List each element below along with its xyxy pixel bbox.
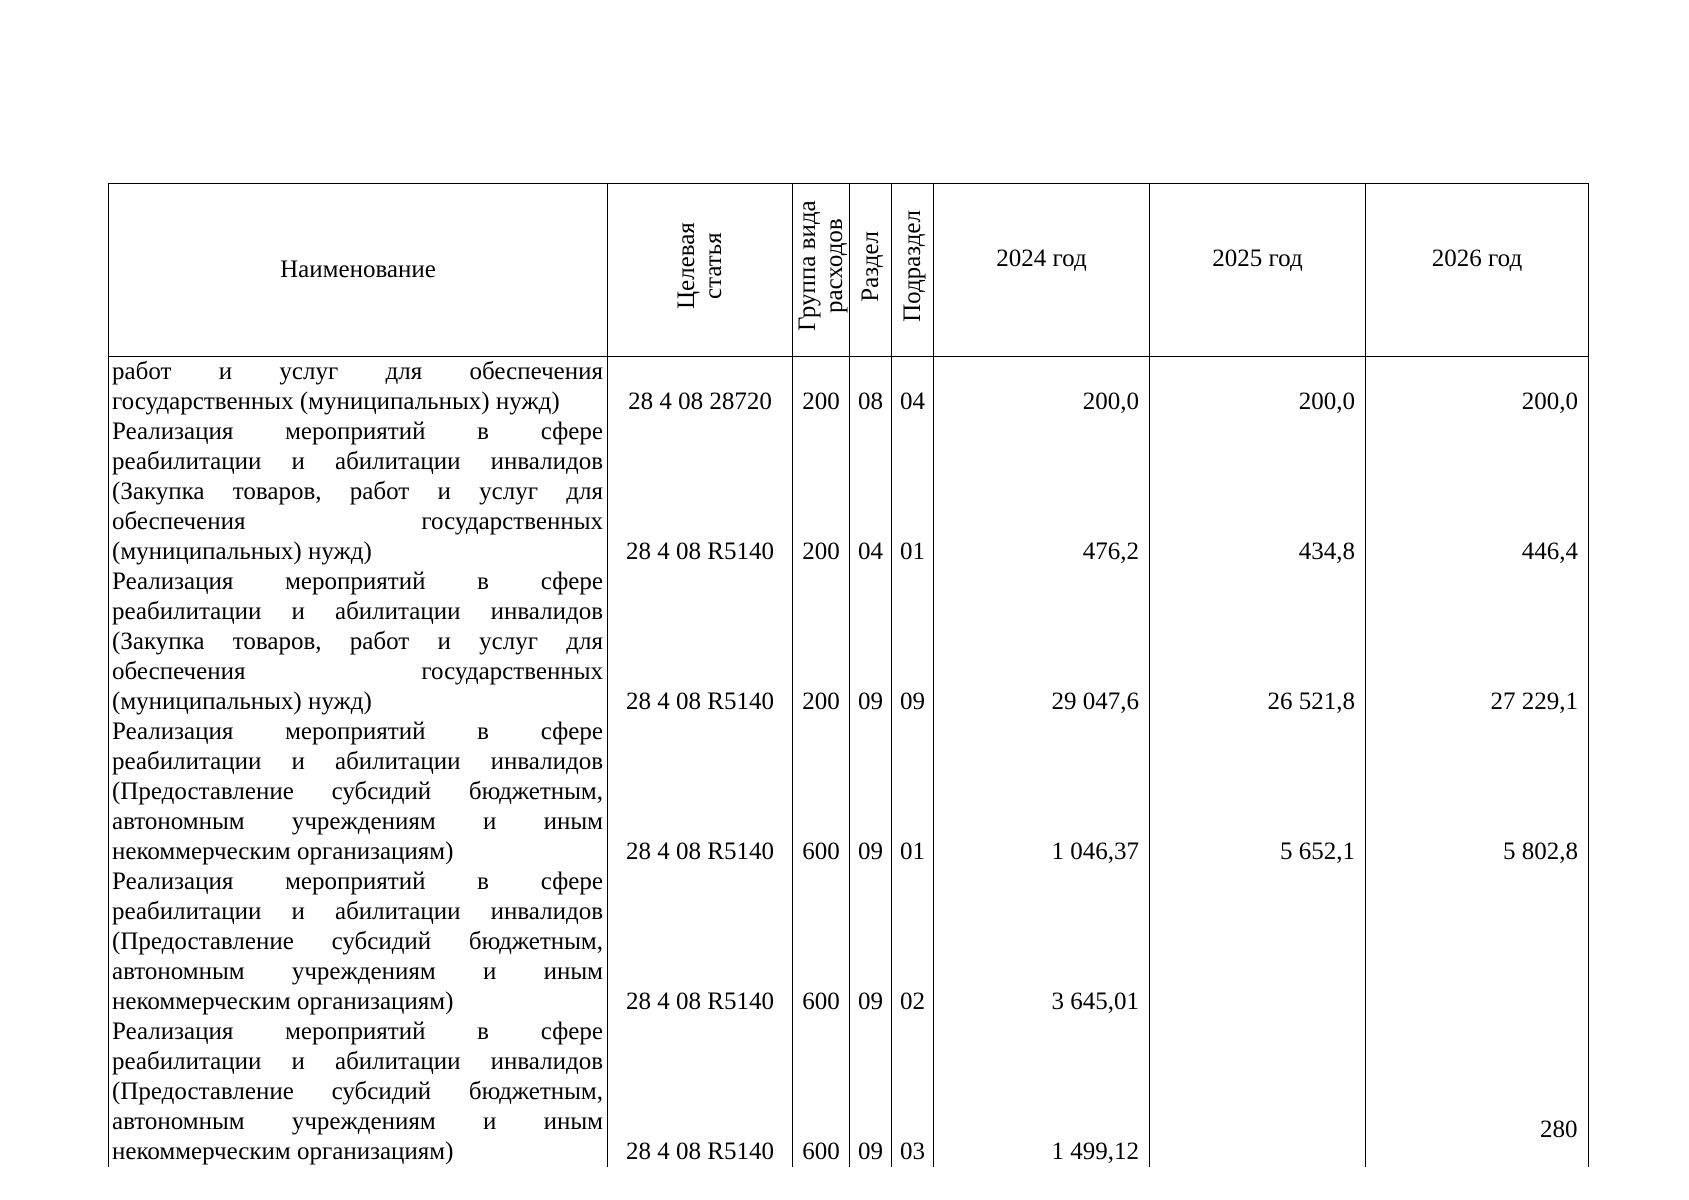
row-section: 04 <box>850 417 892 567</box>
table-row <box>109 567 1589 717</box>
row-amount-2024: 3 645,01 <box>934 867 1150 1017</box>
table-body <box>109 357 1589 1168</box>
row-expense-group: 200 <box>793 357 850 418</box>
table-row <box>109 417 1589 567</box>
row-expense-group: 600 <box>793 867 850 1017</box>
row-target-article: 28 4 08 28720 <box>608 357 793 418</box>
table-row <box>109 867 1589 1017</box>
row-section: 09 <box>850 717 892 867</box>
row-subsection: 04 <box>892 357 934 418</box>
row-expense-group: 600 <box>793 717 850 867</box>
row-name: Реализация мероприятий в сфере реабилитации и абилитации инвалидов (Предоставление субсидий бюджетным, автономным учреждениям и иным некоммерческим организациям) <box>109 717 608 867</box>
row-target-article: 28 4 08 R5140 <box>608 567 793 717</box>
row-subsection: 01 <box>892 717 934 867</box>
row-expense-group: 200 <box>793 567 850 717</box>
header-2026: 2026 год <box>1366 184 1589 357</box>
header-subsection: Подраздел <box>892 184 934 357</box>
row-section: 09 <box>850 1017 892 1167</box>
row-expense-group: 200 <box>793 417 850 567</box>
row-amount-2025 <box>1150 1017 1366 1167</box>
row-amount-2025: 5 652,1 <box>1150 717 1366 867</box>
row-name: Реализация мероприятий в сфере реабилитации и абилитации инвалидов (Закупка товаров, работ и услуг для обеспечения государственных (муниципальных) нужд) <box>109 417 608 567</box>
table-row <box>109 717 1589 867</box>
row-amount-2024: 1 499,12 <box>934 1017 1150 1167</box>
header-name: Наименование <box>109 184 608 357</box>
row-name: Реализация мероприятий в сфере реабилитации и абилитации инвалидов (Предоставление субсидий бюджетным, автономным учреждениям и иным некоммерческим организациям) <box>109 1017 608 1167</box>
budget-table <box>108 183 1589 1167</box>
row-amount-2026: 200,0 <box>1366 357 1589 418</box>
header-2025: 2025 год <box>1150 184 1366 357</box>
table-row <box>109 357 1589 418</box>
row-subsection: 03 <box>892 1017 934 1167</box>
page-number: 280 <box>1540 1116 1578 1143</box>
header-2024: 2024 год <box>934 184 1150 357</box>
row-subsection: 09 <box>892 567 934 717</box>
row-target-article: 28 4 08 R5140 <box>608 417 793 567</box>
row-amount-2026: 5 802,8 <box>1366 717 1589 867</box>
row-section: 09 <box>850 567 892 717</box>
row-amount-2025: 434,8 <box>1150 417 1366 567</box>
row-target-article: 28 4 08 R5140 <box>608 717 793 867</box>
header-section: Раздел <box>850 184 892 357</box>
row-name: Реализация мероприятий в сфере реабилитации и абилитации инвалидов (Закупка товаров, работ и услуг для обеспечения государственных (муниципальных) нужд) <box>109 567 608 717</box>
row-subsection: 01 <box>892 417 934 567</box>
row-amount-2024: 200,0 <box>934 357 1150 418</box>
row-amount-2024: 29 047,6 <box>934 567 1150 717</box>
row-target-article: 28 4 08 R5140 <box>608 1017 793 1167</box>
row-amount-2025: 200,0 <box>1150 357 1366 418</box>
row-subsection: 02 <box>892 867 934 1017</box>
row-section: 09 <box>850 867 892 1017</box>
row-amount-2026 <box>1366 867 1589 1017</box>
table-row <box>109 1017 1589 1167</box>
row-target-article: 28 4 08 R5140 <box>608 867 793 1017</box>
row-amount-2025: 26 521,8 <box>1150 567 1366 717</box>
row-expense-group: 600 <box>793 1017 850 1167</box>
row-amount-2024: 1 046,37 <box>934 717 1150 867</box>
header-expense-group: Группа вида расходов <box>793 184 850 357</box>
row-section: 08 <box>850 357 892 418</box>
row-amount-2024: 476,2 <box>934 417 1150 567</box>
row-name: Реализация мероприятий в сфере реабилитации и абилитации инвалидов (Предоставление субсидий бюджетным, автономным учреждениям и иным некоммерческим организациям) <box>109 867 608 1017</box>
table-header-row <box>109 184 1589 357</box>
row-name: работ и услуг для обеспечения государственных (муниципальных) нужд) <box>109 357 608 418</box>
header-target-article: Целевая статья <box>608 184 793 357</box>
row-amount-2026: 27 229,1 <box>1366 567 1589 717</box>
row-amount-2026: 446,4 <box>1366 417 1589 567</box>
row-amount-2025 <box>1150 867 1366 1017</box>
